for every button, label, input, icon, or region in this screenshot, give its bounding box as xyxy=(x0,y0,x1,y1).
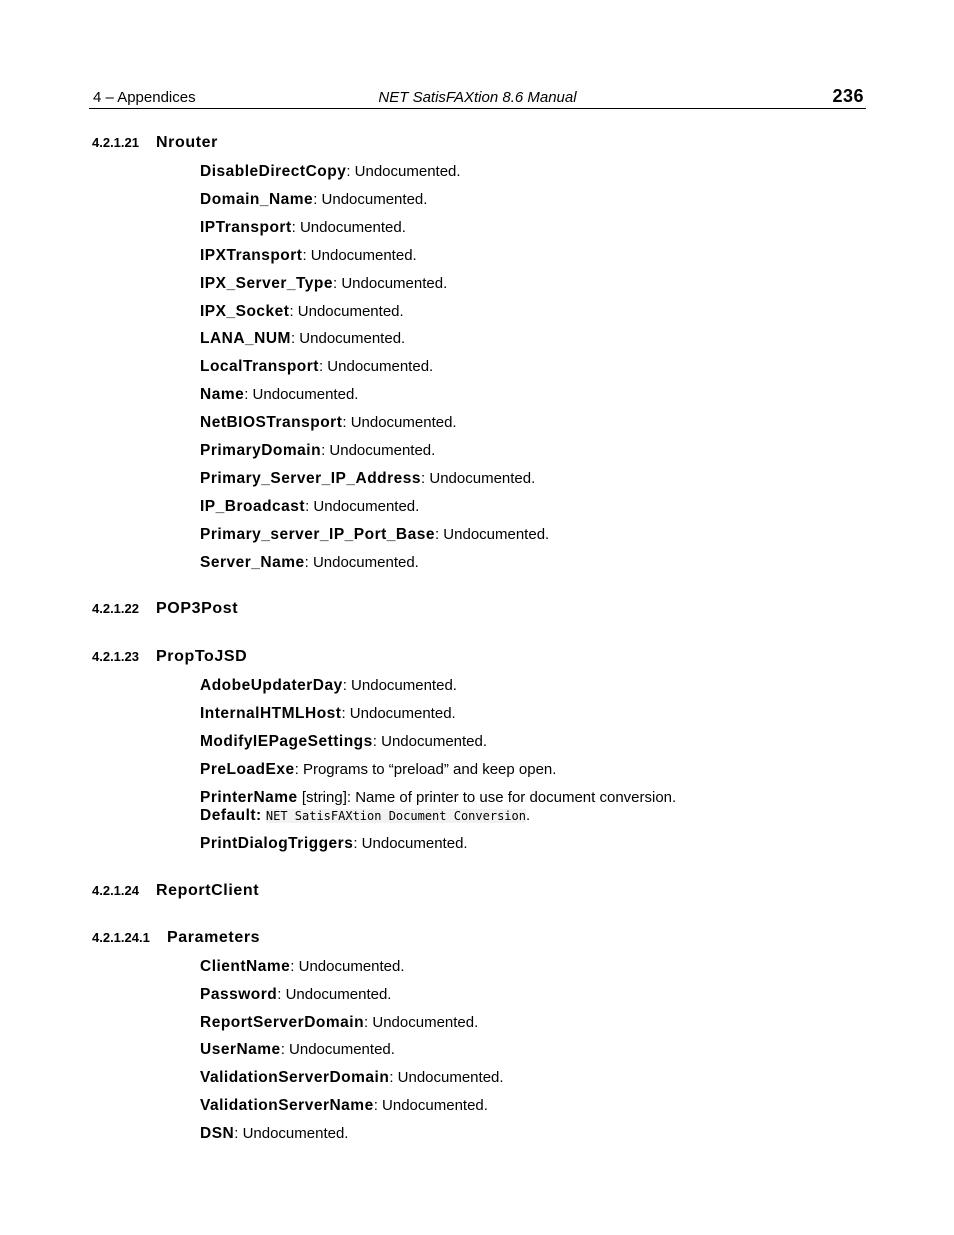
setting-desc: : Undocumented. xyxy=(342,414,457,431)
setting-desc: : Undocumented. xyxy=(353,835,468,852)
setting-entry xyxy=(200,219,406,237)
setting-entry xyxy=(200,358,433,376)
setting-key: ValidationServerName xyxy=(200,1097,374,1114)
setting-entry xyxy=(200,958,405,976)
setting-key: Password xyxy=(200,986,278,1003)
setting-key: IPTransport xyxy=(200,219,292,236)
setting-entry xyxy=(200,498,419,516)
section-number: 4.2.1.24 xyxy=(92,883,139,898)
setting-entry xyxy=(200,1097,488,1115)
setting-desc: : Undocumented. xyxy=(291,219,406,236)
setting-desc: : Undocumented. xyxy=(321,442,436,459)
setting-key: ModifyIEPageSettings xyxy=(200,733,373,750)
section-title: Nrouter xyxy=(156,134,218,151)
setting-key: ReportServerDomain xyxy=(200,1014,365,1031)
setting-key: AdobeUpdaterDay xyxy=(200,677,343,694)
section-number: 4.2.1.21 xyxy=(92,135,139,150)
setting-key: Server_Name xyxy=(200,554,305,571)
setting-entry xyxy=(200,733,487,751)
page-number: 236 xyxy=(832,86,864,106)
section-number: 4.2.1.22 xyxy=(92,601,139,616)
setting-entry xyxy=(200,386,358,404)
setting-key: PrinterName xyxy=(200,789,298,806)
section-heading-nrouter xyxy=(92,134,218,152)
setting-key: PreLoadExe xyxy=(200,761,295,778)
page-header xyxy=(89,86,866,109)
setting-key: Domain_Name xyxy=(200,191,314,208)
setting-desc: : Undocumented. xyxy=(234,1125,349,1142)
setting-key: ValidationServerDomain xyxy=(200,1069,390,1086)
setting-entry xyxy=(200,191,427,209)
setting-key: Name xyxy=(200,386,245,403)
section-number: 4.2.1.24.1 xyxy=(92,930,150,945)
setting-desc: : Undocumented. xyxy=(244,386,359,403)
setting-desc: : Undocumented. xyxy=(318,358,434,375)
setting-desc: : Undocumented. xyxy=(346,163,461,180)
setting-key: LANA_NUM xyxy=(200,330,291,347)
setting-desc: : Undocumented. xyxy=(280,1041,395,1058)
setting-entry xyxy=(200,163,461,181)
setting-desc: : Undocumented. xyxy=(341,705,456,722)
default-label: Default: xyxy=(200,807,262,824)
setting-key: NetBIOSTransport xyxy=(200,414,343,431)
setting-desc: : Undocumented. xyxy=(305,498,420,515)
setting-desc: : Undocumented. xyxy=(364,1014,479,1031)
manual-title: NET SatisFAXtion 8.6 Manual xyxy=(378,89,577,106)
setting-key: PrintDialogTriggers xyxy=(200,835,354,852)
setting-desc: : Undocumented. xyxy=(389,1069,504,1086)
section-title: Parameters xyxy=(167,929,261,946)
setting-entry xyxy=(200,677,457,695)
setting-entry xyxy=(200,835,468,853)
setting-key: IPXTransport xyxy=(200,247,303,264)
setting-desc: : Undocumented. xyxy=(421,470,536,487)
setting-desc: : Undocumented. xyxy=(302,247,417,264)
setting-entry xyxy=(200,247,417,265)
setting-entry xyxy=(200,761,556,779)
section-title: ReportClient xyxy=(156,882,260,899)
setting-key: InternalHTMLHost xyxy=(200,705,342,722)
setting-key: IPX_Socket xyxy=(200,303,290,320)
setting-entry xyxy=(200,1069,504,1087)
default-value: NET SatisFAXtion Document Conversion xyxy=(265,809,526,823)
setting-entry xyxy=(200,1125,348,1143)
setting-key: IPX_Server_Type xyxy=(200,275,334,292)
setting-desc: : Undocumented. xyxy=(434,526,550,543)
setting-key: DSN xyxy=(200,1125,235,1142)
setting-desc: : Undocumented. xyxy=(290,330,406,347)
setting-key: UserName xyxy=(200,1041,281,1058)
setting-desc: : Undocumented. xyxy=(277,986,392,1003)
setting-entry xyxy=(200,330,405,348)
setting-desc: : Undocumented. xyxy=(289,303,404,320)
section-title: POP3Post xyxy=(156,600,239,617)
setting-key: DisableDirectCopy xyxy=(200,163,347,180)
chapter-label: 4 – Appendices xyxy=(93,89,196,106)
setting-entry xyxy=(200,705,456,723)
setting-entry xyxy=(200,470,535,488)
default-suffix: . xyxy=(525,807,531,824)
setting-desc: : Undocumented. xyxy=(342,677,457,694)
setting-desc: : Undocumented. xyxy=(304,554,419,571)
setting-desc: : Undocumented. xyxy=(372,733,488,750)
setting-desc: : Undocumented. xyxy=(333,275,448,292)
setting-desc: [string]: Name of printer to use for document conversion. xyxy=(297,789,677,806)
setting-key: Primary_Server_IP_Address xyxy=(200,470,422,487)
setting-entry xyxy=(200,789,676,807)
section-heading-pop3post xyxy=(92,600,238,618)
setting-key: LocalTransport xyxy=(200,358,319,375)
setting-entry xyxy=(200,414,457,432)
setting-entry xyxy=(200,526,549,544)
setting-entry xyxy=(200,303,404,321)
setting-entry xyxy=(200,554,419,572)
setting-desc: : Undocumented. xyxy=(313,191,428,208)
setting-entry xyxy=(200,1041,395,1059)
setting-key: Primary_server_IP_Port_Base xyxy=(200,526,435,543)
setting-entry xyxy=(200,986,391,1004)
setting-key: ClientName xyxy=(200,958,291,975)
section-number: 4.2.1.23 xyxy=(92,649,139,664)
setting-desc: : Programs to “preload” and keep open. xyxy=(294,761,557,778)
setting-entry xyxy=(200,1014,478,1032)
setting-key: PrimaryDomain xyxy=(200,442,322,459)
setting-key: IP_Broadcast xyxy=(200,498,306,515)
section-heading-proptojsd xyxy=(92,648,247,666)
setting-desc: : Undocumented. xyxy=(373,1097,488,1114)
setting-entry xyxy=(200,275,447,293)
section-heading-reportclient xyxy=(92,882,259,900)
default-value-line xyxy=(200,807,530,825)
setting-entry xyxy=(200,442,435,460)
section-heading-parameters xyxy=(92,929,260,947)
setting-desc: : Undocumented. xyxy=(290,958,405,975)
section-title: PropToJSD xyxy=(156,648,248,665)
